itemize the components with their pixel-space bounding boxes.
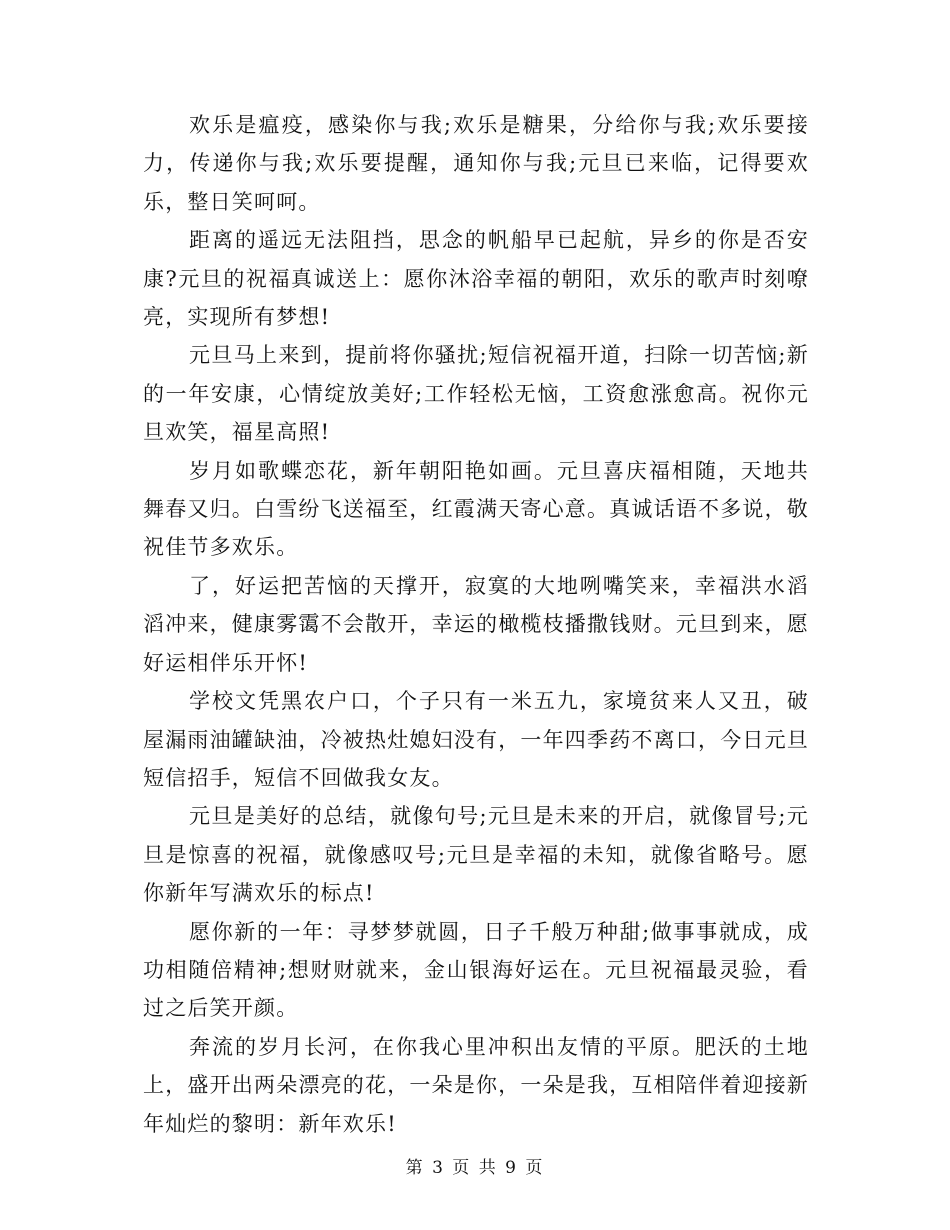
- paragraph-7: 元旦是美好的总结，就像句号;元旦是未来的开启，就像冒号;元旦是惊喜的祝福，就像感叹号;元旦是幸福的未知，就像省略号。愿你新年写满欢乐的标点!: [143, 804, 809, 906]
- paragraph-2: 距离的遥远无法阻挡，思念的帆船早已起航，异乡的你是否安康?元旦的祝福真诚送上：愿你沐浴幸福的朝阳，欢乐的歌声时刻嘹亮，实现所有梦想!: [143, 228, 809, 330]
- paragraph-9: 奔流的岁月长河，在你我心里冲积出友情的平原。肥沃的土地上，盛开出两朵漂亮的花，一朵是你，一朵是我，互相陪伴着迎接新年灿烂的黎明：新年欢乐!: [143, 1034, 809, 1136]
- paragraph-3: 元旦马上来到，提前将你骚扰;短信祝福开道，扫除一切苦恼;新的一年安康，心情绽放美好;工作轻松无恼，工资愈涨愈高。祝你元旦欢笑，福星高照!: [143, 343, 809, 445]
- paragraph-1: 欢乐是瘟疫，感染你与我;欢乐是糖果，分给你与我;欢乐要接力，传递你与我;欢乐要提醒，通知你与我;元旦已来临，记得要欢乐，整日笑呵呵。: [143, 113, 809, 214]
- paragraph-4: 岁月如歌蝶恋花，新年朝阳艳如画。元旦喜庆福相随，天地共舞春又归。白雪纷飞送福至，红霞满天寄心意。真诚话语不多说，敬祝佳节多欢乐。: [143, 458, 809, 560]
- paragraph-6: 学校文凭黑农户口，个子只有一米五九，家境贫来人又丑，破屋漏雨油罐缺油，冷被热灶媳妇没有，一年四季药不离口，今日元旦短信招手，短信不回做我女友。: [143, 689, 809, 790]
- paragraph-5: 了，好运把苦恼的天撑开，寂寞的大地咧嘴笑来，幸福洪水滔滔冲来，健康雾霭不会散开，幸运的橄榄枝播撒钱财。元旦到来，愿好运相伴乐开怀!: [143, 573, 809, 675]
- page-number-footer: 第 3 页 共 9 页: [405, 1158, 545, 1178]
- paragraph-8: 愿你新的一年：寻梦梦就圆，日子千般万种甜;做事事就成，成功相随倍精神;想财财就来，金山银海好运在。元旦祝福最灵验，看过之后笑开颜。: [143, 919, 809, 1021]
- document-body: [143, 106, 809, 1143]
